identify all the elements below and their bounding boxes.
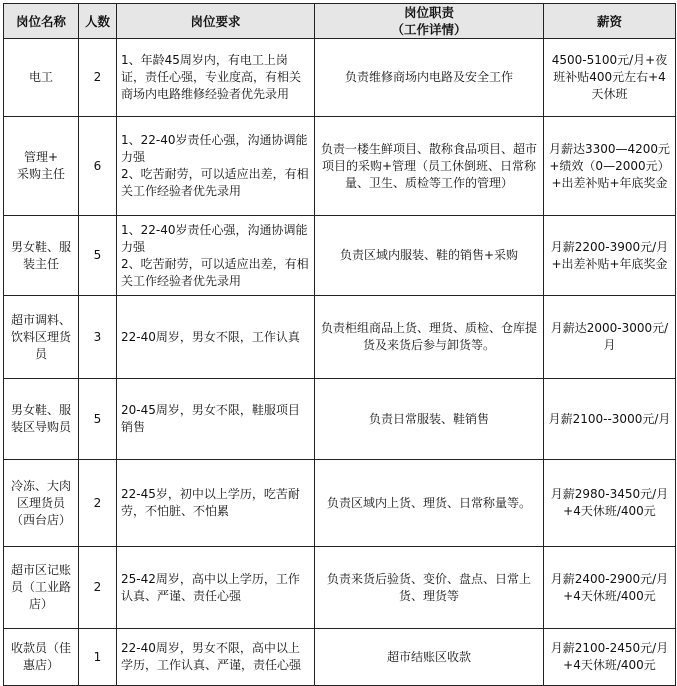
cell-count: 5 (79, 379, 117, 460)
header-requirements: 岗位要求 (117, 4, 315, 39)
cell-requirements: 1、22-40岁责任心强，沟通协调能力强 2、吃苦耐劳，可以适应出差，有相关工作经验者优先录用 (117, 117, 315, 216)
table-row (4, 460, 676, 547)
cell-salary: 月薪2980-3450元/月+4天休班/400元 (544, 460, 676, 547)
table-row (4, 379, 676, 460)
cell-salary: 月薪达2000-3000元/月 (544, 296, 676, 379)
job-table-container (3, 3, 676, 686)
table-row (4, 216, 676, 296)
cell-requirements: 20-45周岁，男女不限，鞋服项目销售 (117, 379, 315, 460)
header-position: 岗位名称 (4, 4, 79, 39)
table-row (4, 296, 676, 379)
cell-duties: 负责柜组商品上货、理货、质检、仓库提货及来货后参与卸货等。 (315, 296, 544, 379)
cell-requirements: 22-40周岁，男女不限，高中以上学历，工作认真、严谨，责任心强 (117, 629, 315, 686)
cell-requirements: 1、年龄45周岁内，有电工上岗证，责任心强，专业度高，有相关商场内电路维修经验者优先录用 (117, 39, 315, 117)
cell-duties: 负责一楼生鲜项目、散称食品项目、超市项目的采购+管理（员工休倒班、日常称量、卫生、质检等工作的管理） (315, 117, 544, 216)
header-duties-subtitle: （工作详情） (391, 22, 467, 37)
cell-position: 收款员（佳惠店） (4, 629, 79, 686)
cell-position: 管理+ 采购主任 (4, 117, 79, 216)
cell-position: 男女鞋、服装主任 (4, 216, 79, 296)
cell-salary: 月薪2200-3900元/月+出差补贴+年底奖金 (544, 216, 676, 296)
cell-count: 1 (79, 629, 117, 686)
header-row (4, 4, 676, 39)
table-row (4, 117, 676, 216)
table-row (4, 547, 676, 629)
header-duties-title: 岗位职责 (403, 5, 454, 20)
cell-duties: 负责区域内服装、鞋的销售+采购 (315, 216, 544, 296)
table-row (4, 39, 676, 117)
cell-count: 5 (79, 216, 117, 296)
cell-position: 超市调料、饮料区理货员 (4, 296, 79, 379)
cell-count: 6 (79, 117, 117, 216)
cell-requirements: 1、22-40岁责任心强，沟通协调能力强 2、吃苦耐劳，可以适应出差，有相关工作经验者优先录用 (117, 216, 315, 296)
job-table (3, 3, 676, 686)
cell-requirements: 22-40周岁，男女不限，工作认真 (117, 296, 315, 379)
cell-count: 3 (79, 296, 117, 379)
cell-position: 冷冻、大肉区理货员（西台店） (4, 460, 79, 547)
cell-salary: 月薪2100--3000元/月 (544, 379, 676, 460)
cell-salary: 月薪2400-2900元/月+4天休班/400元 (544, 547, 676, 629)
cell-position: 超市区记账员（工业路店） (4, 547, 79, 629)
cell-count: 2 (79, 547, 117, 629)
cell-duties: 负责区域内上货、理货、日常称量等。 (315, 460, 544, 547)
cell-salary: 4500-5100元/月+夜班补贴400元左右+4天休班 (544, 39, 676, 117)
cell-position: 男女鞋、服装区导购员 (4, 379, 79, 460)
cell-position: 电工 (4, 39, 79, 117)
header-count: 人数 (79, 4, 117, 39)
header-duties (315, 4, 544, 39)
cell-salary: 月薪达3300—4200元+绩效（0—2000元）+出差补贴+年底奖金 (544, 117, 676, 216)
cell-duties: 超市结账区收款 (315, 629, 544, 686)
cell-requirements: 22-45岁，初中以上学历，吃苦耐劳，不怕脏、不怕累 (117, 460, 315, 547)
cell-count: 2 (79, 460, 117, 547)
cell-count: 2 (79, 39, 117, 117)
cell-salary: 月薪2100-2450元/月+4天休班/400元 (544, 629, 676, 686)
cell-duties: 负责来货后验货、变价、盘点、日常上货、理货等 (315, 547, 544, 629)
cell-requirements: 25-42周岁，高中以上学历，工作认真、严谨、责任心强 (117, 547, 315, 629)
cell-duties: 负责日常服装、鞋销售 (315, 379, 544, 460)
cell-duties: 负责维修商场内电路及安全工作 (315, 39, 544, 117)
header-salary: 薪资 (544, 4, 676, 39)
table-row (4, 629, 676, 686)
